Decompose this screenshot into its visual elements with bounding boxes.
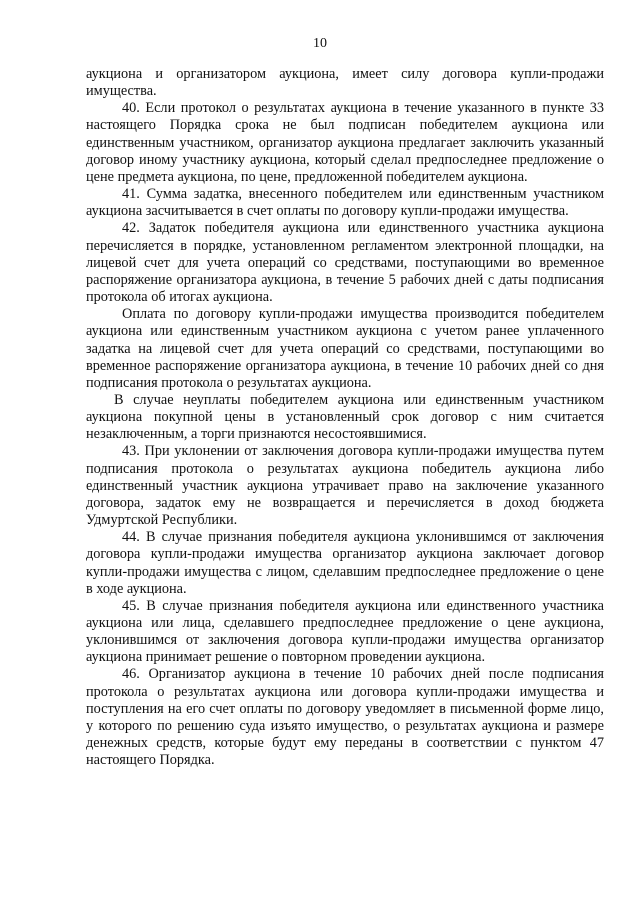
paragraph-46: 46. Организатор аукциона в течение 10 рабочих дней после подписания протокола о результатах аукциона или договора купли-продажи имущества и поступления на его счет оплаты по договору уведомляет в письменной форме лицо, у которого по решению суда изъято имущество, о результатах аукциона и размере денежных средств, которые будут ему переданы в соответствии с пунктом 47 настоящего Порядка. xyxy=(86,666,604,769)
paragraph-44: 44. В случае признания победителя аукциона уклонившимся от заключения договора купли-продажи имущества организатор аукциона заключает договор купли-продажи имущества с лицом, сделавшим предпоследнее предложение о цене в ходе аукциона. xyxy=(86,529,604,597)
paragraph-41: 41. Сумма задатка, внесенного победителем или единственным участником аукциона засчитывается в счет оплаты по договору купли-продажи имущества. xyxy=(86,186,604,220)
paragraph-45: 45. В случае признания победителя аукциона или единственного участника аукциона или лица, сделавшего предпоследнее предложение о цене аукциона, уклонившимся от заключения договора купли-продажи имущества организатор аукциона принимает решение о повторном проведении аукциона. xyxy=(86,597,604,666)
paragraph-40: 40. Если протокол о результатах аукциона в течение указанного в пункте 33 настоящего Порядка срока не был подписан победителем аукциона или единственным участником, организатор аукциона предлагает заключить указанный договор иному участнику аукциона, который сделал предпоследнее предложение о цене предмета аукциона, по цене, предложенной победителем аукциона. xyxy=(86,100,604,185)
document-body xyxy=(86,66,604,769)
paragraph-42-payment: Оплата по договору купли-продажи имущества производится победителем аукциона или единственным участником аукциона с учетом ранее уплаченного задатка на лицевой счет для учета операций со средствами, поступающими во временное распоряжение организатора аукциона, в течение 10 рабочих дней со дня подписания протокола о результатах аукциона. xyxy=(86,306,604,391)
page-number: 10 xyxy=(313,36,327,51)
paragraph-42: 42. Задаток победителя аукциона или единственного участника аукциона перечисляется в порядке, установленном регламентом электронной площадки, на лицевой счет для учета операций со средствами, поступающими во временное распоряжение организатора аукциона, в течение 5 рабочих дней с даты подписания протокола об итогах аукциона. xyxy=(86,220,604,306)
paragraph-42-nonpayment: В случае неуплаты победителем аукциона или единственным участником аукциона покупной цены в установленный срок договор с ним считается незаключенным, а торги признаются несостоявшимися. xyxy=(86,391,604,443)
paragraph-continuation: аукциона и организатором аукциона, имеет силу договора купли-продажи имущества. xyxy=(86,66,604,100)
paragraph-43: 43. При уклонении от заключения договора купли-продажи имущества путем подписания протокола о результатах аукциона победитель аукциона либо единственный участник аукциона утрачивает право на заключение указанного договора, задаток ему не возвращается и перечисляется в доход бюджета Удмуртской Республики. xyxy=(86,443,604,529)
